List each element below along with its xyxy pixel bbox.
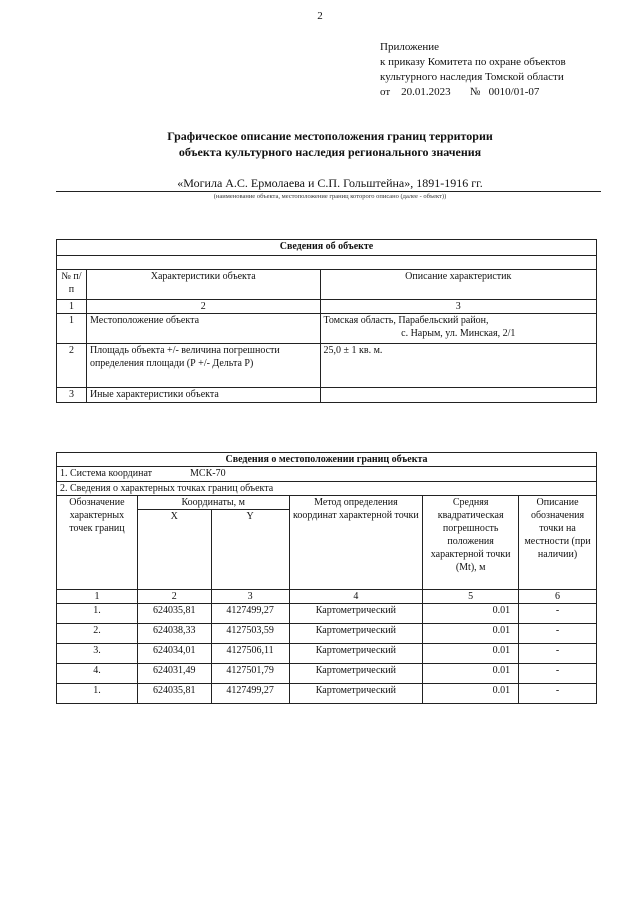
point-y: 4127501,79: [211, 664, 289, 684]
index-cell: 5: [423, 590, 519, 604]
table-row: [57, 388, 597, 403]
point-method: Картометрический: [289, 644, 423, 664]
point-method: Картометрический: [289, 624, 423, 644]
point-method: Картометрический: [289, 664, 423, 684]
appendix-line: к приказу Комитета по охране объектов: [380, 56, 566, 68]
table-row: [57, 644, 597, 664]
row-desc: [320, 388, 596, 403]
document-title: [100, 128, 560, 160]
point-id: 3.: [57, 644, 138, 664]
object-name-underline: [56, 191, 601, 192]
appendix-line: культурного наследия Томской области: [380, 71, 564, 83]
desc-line: Томская область, Парабельский район,: [323, 315, 489, 326]
table-row: [57, 604, 597, 624]
point-error: 0.01: [423, 664, 519, 684]
point-x: 624035,81: [137, 604, 211, 624]
col-header-y: Y: [211, 510, 289, 590]
point-error: 0.01: [423, 604, 519, 624]
appendix-line: Приложение: [380, 41, 440, 53]
row-num: 3: [57, 388, 87, 403]
coord-system-label: 1. Система координат: [60, 468, 153, 479]
coord-system-row: [57, 467, 597, 482]
col-header-method: Метод определения координат характерной точки: [289, 496, 423, 590]
object-info-table: [56, 239, 597, 403]
row-num: 2: [57, 344, 87, 388]
row-desc: 25,0 ± 1 кв. м.: [320, 344, 596, 388]
col-header-error: Средняя квадратическая погрешность положения характерной точки (Mt), м: [423, 496, 519, 590]
index-cell: 4: [289, 590, 423, 604]
index-cell: 2: [86, 300, 320, 314]
point-error: 0.01: [423, 684, 519, 704]
row-desc: [320, 314, 596, 344]
point-desc: -: [519, 644, 597, 664]
index-cell: 1: [57, 300, 87, 314]
table-heading: Сведения о местоположении границ объекта: [57, 453, 597, 467]
index-cell: 1: [57, 590, 138, 604]
page-number: 2: [317, 10, 323, 22]
index-cell: 3: [211, 590, 289, 604]
row-num: 1: [57, 314, 87, 344]
row-char: Местоположение объекта: [86, 314, 320, 344]
point-x: 624031,49: [137, 664, 211, 684]
index-cell: 3: [320, 300, 596, 314]
appendix-line: от 20.01.2023 № 0010/01-07: [380, 86, 540, 98]
point-error: 0.01: [423, 644, 519, 664]
point-desc: -: [519, 664, 597, 684]
point-y: 4127499,27: [211, 604, 289, 624]
table-row: [57, 314, 597, 344]
col-header-desc: Описание характеристик: [320, 270, 596, 300]
point-y: 4127506,11: [211, 644, 289, 664]
point-y: 4127499,27: [211, 684, 289, 704]
object-name: «Могила А.С. Ермолаева и С.П. Гольштейна», 1891-1916 гг.: [177, 176, 483, 190]
col-header-desc: Описание обозначения точки на местности (при наличии): [519, 496, 597, 590]
point-y: 4127503,59: [211, 624, 289, 644]
col-header-num: № п/п: [57, 270, 87, 300]
point-desc: -: [519, 684, 597, 704]
point-x: 624035,81: [137, 684, 211, 704]
table-heading: Сведения об объекте: [57, 240, 597, 256]
col-header-char: Характеристики объекта: [86, 270, 320, 300]
boundary-points-table: [56, 452, 597, 704]
point-id: 1.: [57, 604, 138, 624]
index-cell: 2: [137, 590, 211, 604]
row-char: Площадь объекта +/- величина погрешности определения площади (Р +/- Дельта Р): [86, 344, 320, 388]
point-desc: -: [519, 604, 597, 624]
row-char: Иные характеристики объекта: [86, 388, 320, 403]
spacer-row: [57, 256, 597, 270]
appendix-block: [380, 40, 630, 100]
col-header-coords: Координаты, м: [137, 496, 289, 510]
index-cell: 6: [519, 590, 597, 604]
point-id: 4.: [57, 664, 138, 684]
points-label: 2. Сведения о характерных точках границ объекта: [57, 482, 597, 496]
point-method: Картометрический: [289, 604, 423, 624]
table-row: [57, 684, 597, 704]
table-row: [57, 664, 597, 684]
point-x: 624038,33: [137, 624, 211, 644]
coord-system-value: МСК-70: [190, 468, 226, 479]
title-line: Графическое описание местоположения границ территории: [167, 129, 493, 143]
title-line: объекта культурного наследия регионального значения: [178, 145, 482, 159]
point-id: 2.: [57, 624, 138, 644]
table-row: [57, 344, 597, 388]
table-row: [57, 624, 597, 644]
desc-line: с. Нарым, ул. Минская, 2/1: [401, 328, 516, 339]
point-id: 1.: [57, 684, 138, 704]
point-desc: -: [519, 624, 597, 644]
col-header-x: X: [137, 510, 211, 590]
point-error: 0.01: [423, 624, 519, 644]
object-name-note: (наименование объекта, местоположение границ которого описано (далее - объект)): [213, 193, 447, 200]
point-method: Картометрический: [289, 684, 423, 704]
point-x: 624034,01: [137, 644, 211, 664]
col-header-designation: Обозначение характерных точек границ: [57, 496, 138, 590]
